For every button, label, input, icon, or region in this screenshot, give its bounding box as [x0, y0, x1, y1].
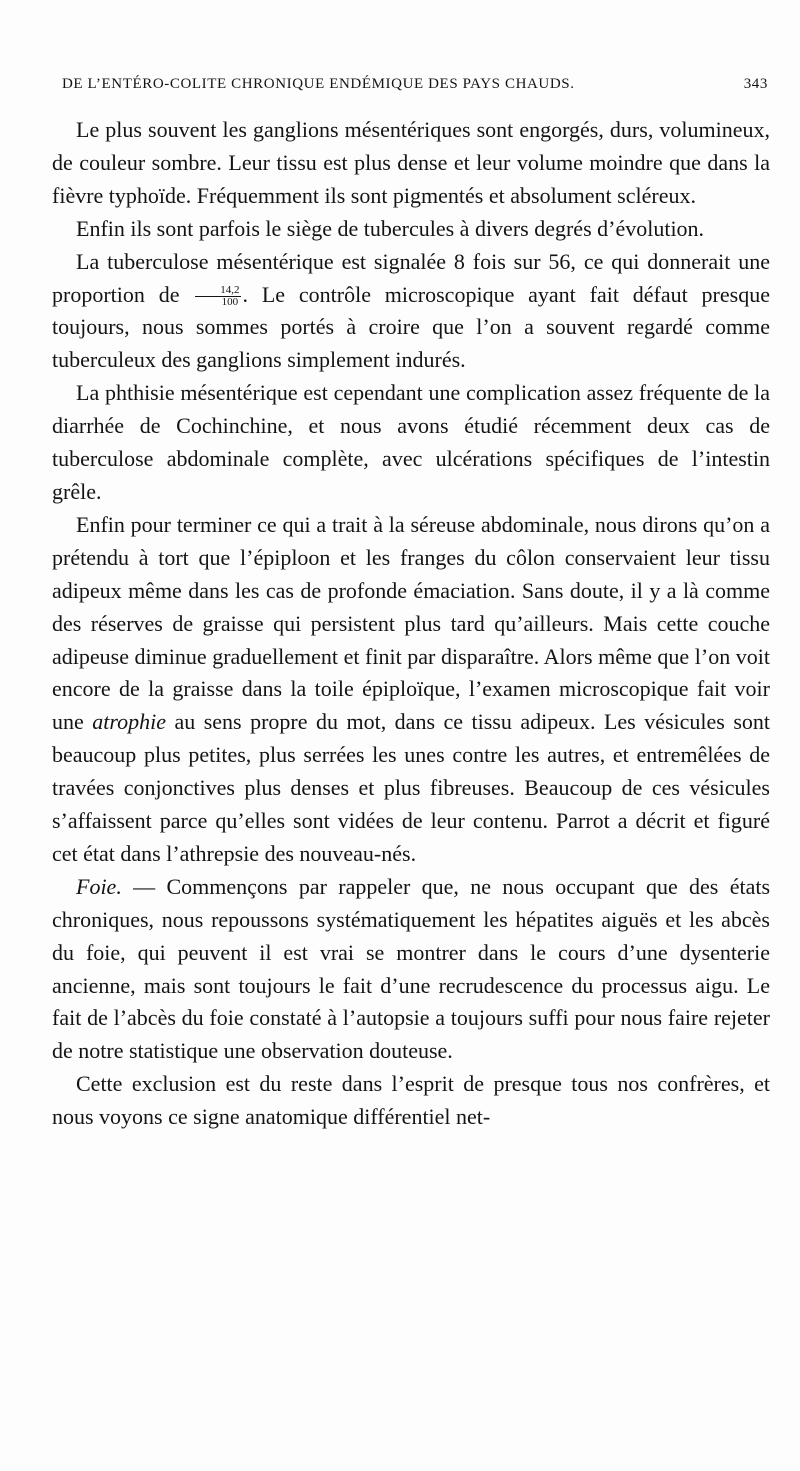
section-heading: Foie. — [76, 873, 122, 899]
paragraph — [52, 871, 770, 1068]
paragraph: Cette exclusion est du reste dans l’esprit de presque tous nos confrères, et nous voyons ce signe anatomique différentiel net- — [52, 1071, 770, 1130]
paragraph-text: Enfin pour terminer ce qui a trait à la séreuse abdominale, nous dirons qu’on a prétendu à tort que l’épiploon et les franges du côlon conservaient leur tissu adipeux même dans les cas de profonde émaciation. Sans doute, il y a là comme des réserves de graisse qui persistent plus tard qu’ailleurs. Mais cette couche adipeuse diminue graduellement et finit par disparaître. Alors même que l’on voit encore de la graisse dans la toile épiploïque, l’examen microscopique fait voir une — [52, 511, 770, 735]
paragraph-text: . Le contrôle microscopique ayant fait défaut presque toujours, nous sommes portés à croire que l’on a souvent regardé comme tuberculeux des ganglions simplement indurés. — [52, 281, 770, 373]
paragraph — [52, 246, 770, 378]
paragraph: La phthisie mésentérique est cependant une complication assez fréquente de la diarrhée de Cochinchine, et nous avons étudié récemment deux cas de tuberculose abdominale complète, avec ulcérations spécifiques de l’intestin grêle. — [52, 380, 770, 504]
paragraph: Enfin ils sont parfois le siège de tubercules à divers degrés d’évolution. — [76, 215, 705, 241]
page-number: 343 — [743, 76, 768, 92]
paragraph-text: au sens propre du mot, dans ce tissu adipeux. Les vésicules sont beaucoup plus petites, plus serrées les unes contre les autres, et entremêlées de travées conjonctives plus denses et plus fibreuses. Beaucoup de ces vésicules s’affaissent parce qu’elles sont vidées de leur contenu. Parrot a décrit et figuré cet état dans l’athrepsie des nouveau-nés. — [52, 709, 771, 866]
fraction — [195, 285, 240, 308]
italic-term: atrophie — [92, 709, 166, 735]
running-title: DE L’ENTÉRO-COLITE CHRONIQUE ENDÉMIQUE DES PAYS CHAUDS. — [62, 76, 575, 92]
body-text — [52, 114, 770, 1134]
paragraph: Le plus souvent les ganglions mésentériques sont engorgés, durs, volumineux, de couleur sombre. Leur tissu est plus dense et leur volume moindre que dans la fièvre typhoïde. Fréquemment ils sont pigmentés et absolument scléreux. — [52, 117, 770, 208]
paragraph-text: — Commençons par rappeler que, ne nous occupant que des états chroniques, nous repoussons systématiquement les hépatites aiguës et les abcès du foie, qui peuvent il est vrai se montrer dans le cours d’une dysenterie ancienne, mais sont toujours le fait d’une recrudescence du processus aigu. Le fait de l’abcès du foie constaté à l’autopsie a toujours suffi pour nous faire rejeter de notre statistique une observation douteuse. — [52, 873, 771, 1064]
paragraph — [52, 509, 770, 871]
paragraph-text: La tuberculose mésentérique est signalée 8 fois sur 56, ce qui donnerait une proportion de — [52, 248, 770, 307]
fraction-denominator: 100 — [221, 295, 239, 308]
fraction-numerator: 14,2 — [195, 285, 240, 297]
running-header — [62, 76, 768, 93]
